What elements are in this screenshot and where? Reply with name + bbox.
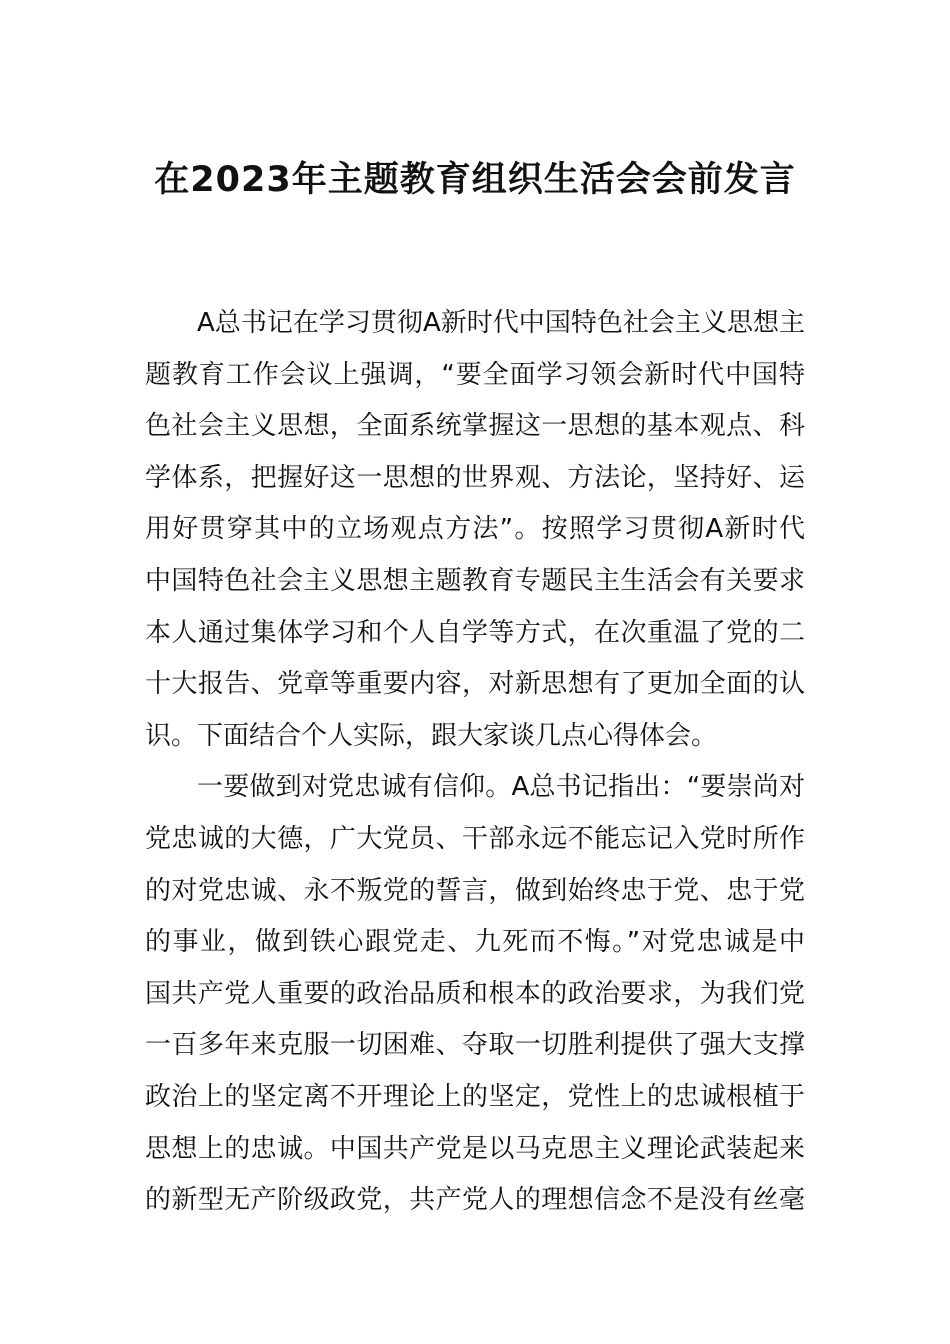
paragraph-line: 一百多年来克服一切困难、夺取一切胜利提供了强大支撑 xyxy=(145,1030,805,1061)
paragraph-line: 思想上的忠诚。中国共产党是以马克思主义理论武装起来 xyxy=(145,1133,805,1164)
paragraph-line: 用好贯穿其中的立场观点方法”。按照学习贯彻A新时代 xyxy=(145,514,805,545)
paragraph-line: 十大报告、党章等重要内容，对新思想有了更加全面的认 xyxy=(145,669,805,700)
paragraph-line: 政治上的坚定离不开理论上的坚定，党性上的忠诚根植于 xyxy=(145,1081,805,1112)
paragraph-line: 色社会主义思想，全面系统掌握这一思想的基本观点、科 xyxy=(145,411,805,442)
paragraph-line: 中国特色社会主义思想主题教育专题民主生活会有关要求 xyxy=(145,565,805,596)
paragraph-line: 国共产党人重要的政治品质和根本的政治要求，为我们党 xyxy=(145,978,805,1009)
paragraph-line: 一要做到对党忠诚有信仰。A总书记指出：“要崇尚对 xyxy=(197,772,805,803)
paragraph-line: 题教育工作会议上强调，“要全面学习领会新时代中国特 xyxy=(145,359,805,390)
paragraph-line: 识。下面结合个人实际，跟大家谈几点心得体会。 xyxy=(145,720,718,751)
document-title: 在2023年主题教育组织生活会会前发言 xyxy=(154,160,796,200)
paragraph-line: 学体系，把握好这一思想的世界观、方法论，坚持好、运 xyxy=(145,462,805,493)
paragraph-line: 的事业，做到铁心跟党走、九死而不悔。”对党忠诚是中 xyxy=(145,927,805,958)
paragraph-line: 的对党忠诚、永不叛党的誓言，做到始终忠于党、忠于党 xyxy=(145,875,805,906)
paragraph-line: A总书记在学习贯彻A新时代中国特色社会主义思想主 xyxy=(197,308,805,338)
paragraph-line: 的新型无产阶级政党，共产党人的理想信念不是没有丝毫 xyxy=(145,1185,805,1216)
document-body xyxy=(145,298,805,1227)
paragraph-line: 党忠诚的大德，广大党员、干部永远不能忘记入党时所作 xyxy=(145,823,805,854)
paragraph-line: 本人通过集体学习和个人自学等方式，在次重温了党的二 xyxy=(145,617,805,648)
